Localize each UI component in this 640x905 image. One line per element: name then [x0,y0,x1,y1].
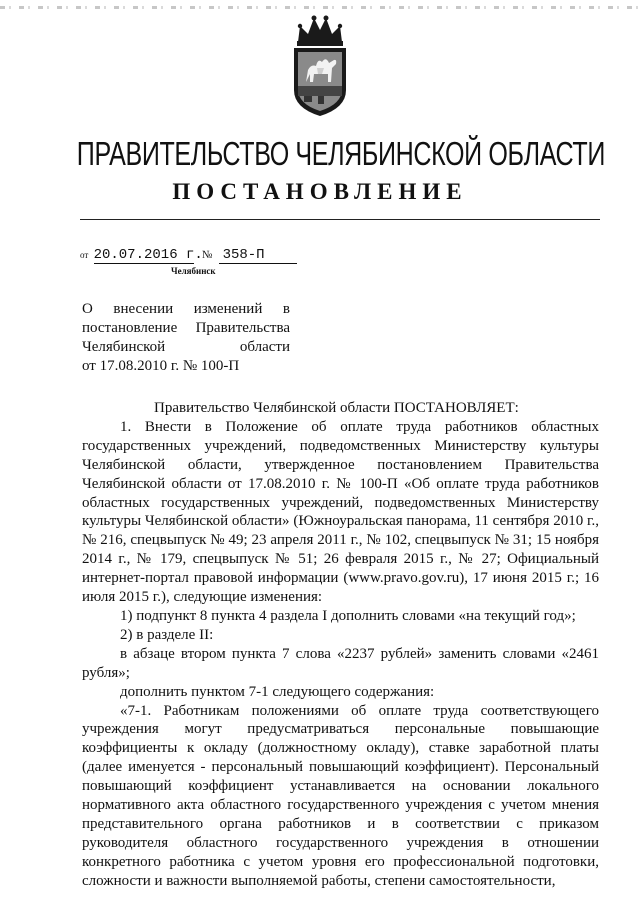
subject-line: постановление Правительства [82,320,290,336]
from-label: от [80,250,89,260]
document-type-title: ПОСТАНОВЛЕНИЕ [172,179,468,204]
city-label: Челябинск [171,266,216,276]
body-paragraph: 1) подпункт 8 пункта 4 раздела I дополнить словами «на текущий год»; [120,607,576,624]
header-divider [80,219,600,220]
number-label: № [201,249,213,261]
document-body [82,399,599,891]
document-number: 358-П [219,247,297,264]
body-paragraph: дополнить пунктом 7-1 следующего содержания: [120,683,435,700]
body-paragraph: в абзаце втором пункта 7 слова «2237 рублей» заменить словами «2461 рубля»; [82,645,599,681]
date-number-line [80,247,297,264]
coat-of-arms-icon [284,12,356,120]
subject-line: Челябинской области [82,339,290,355]
government-title: ПРАВИТЕЛЬСТВО ЧЕЛЯБИНСКОЙ ОБЛАСТИ [76,135,605,172]
body-paragraph: 2) в разделе II: [120,626,214,643]
body-paragraph: 1. Внести в Положение об оплате труда работников областных государственных учреждений, подведомственных Министерству культуры Челябинской области, утвержденное постановлением Правительства Челябинской области от 17.08.2010 г. № 100-П «Об оплате труда работников областных государственных учреждений, подведомственных Министерству культуры Челябинской области» (Южноуральская панорама, 11 сентября 2010 г., № 216, спецвыпуск № 49; 23 апреля 2011 г., № 102, спецвыпуск № 31; 15 ноября 2014 г., № 179, спецвыпуск № 51; 26 февраля 2015 г., № 27; Официальный интернет-портал правовой информации (www.pravo.gov.ru), 17 июня 2015 г.; 16 июля 2015 г.), следующие изменения: [82,418,599,606]
subject-line: О внесении изменений в [82,301,290,317]
document-subject [82,300,290,376]
body-paragraph: «7-1. Работникам положениями об оплате труда соответствующего учреждения могут предусматриваться персональные повышающие коэффициенты к окладу (должностному окладу), ставке заработной платы (далее именуется - персональный повышающий коэффициент). Персональный повышающий коэффициент устанавливается на основании локального нормативного акта областного государственного учреждения с учетом мнения представительного органа работников и в соответствии с приказом руководителя областного государственного учреждения в отношении конкретного работника с учетом уровня его профессиональной подготовки, сложности и важности выполняемой работы, степени самостоятельности, [82,702,599,889]
subject-line: от 17.08.2010 г. № 100-П [82,358,240,374]
scan-artifact [0,6,640,9]
document-date: 20.07.2016 г. [93,247,203,263]
preamble: Правительство Челябинской области ПОСТАНОВЛЯЕТ: [154,400,519,416]
